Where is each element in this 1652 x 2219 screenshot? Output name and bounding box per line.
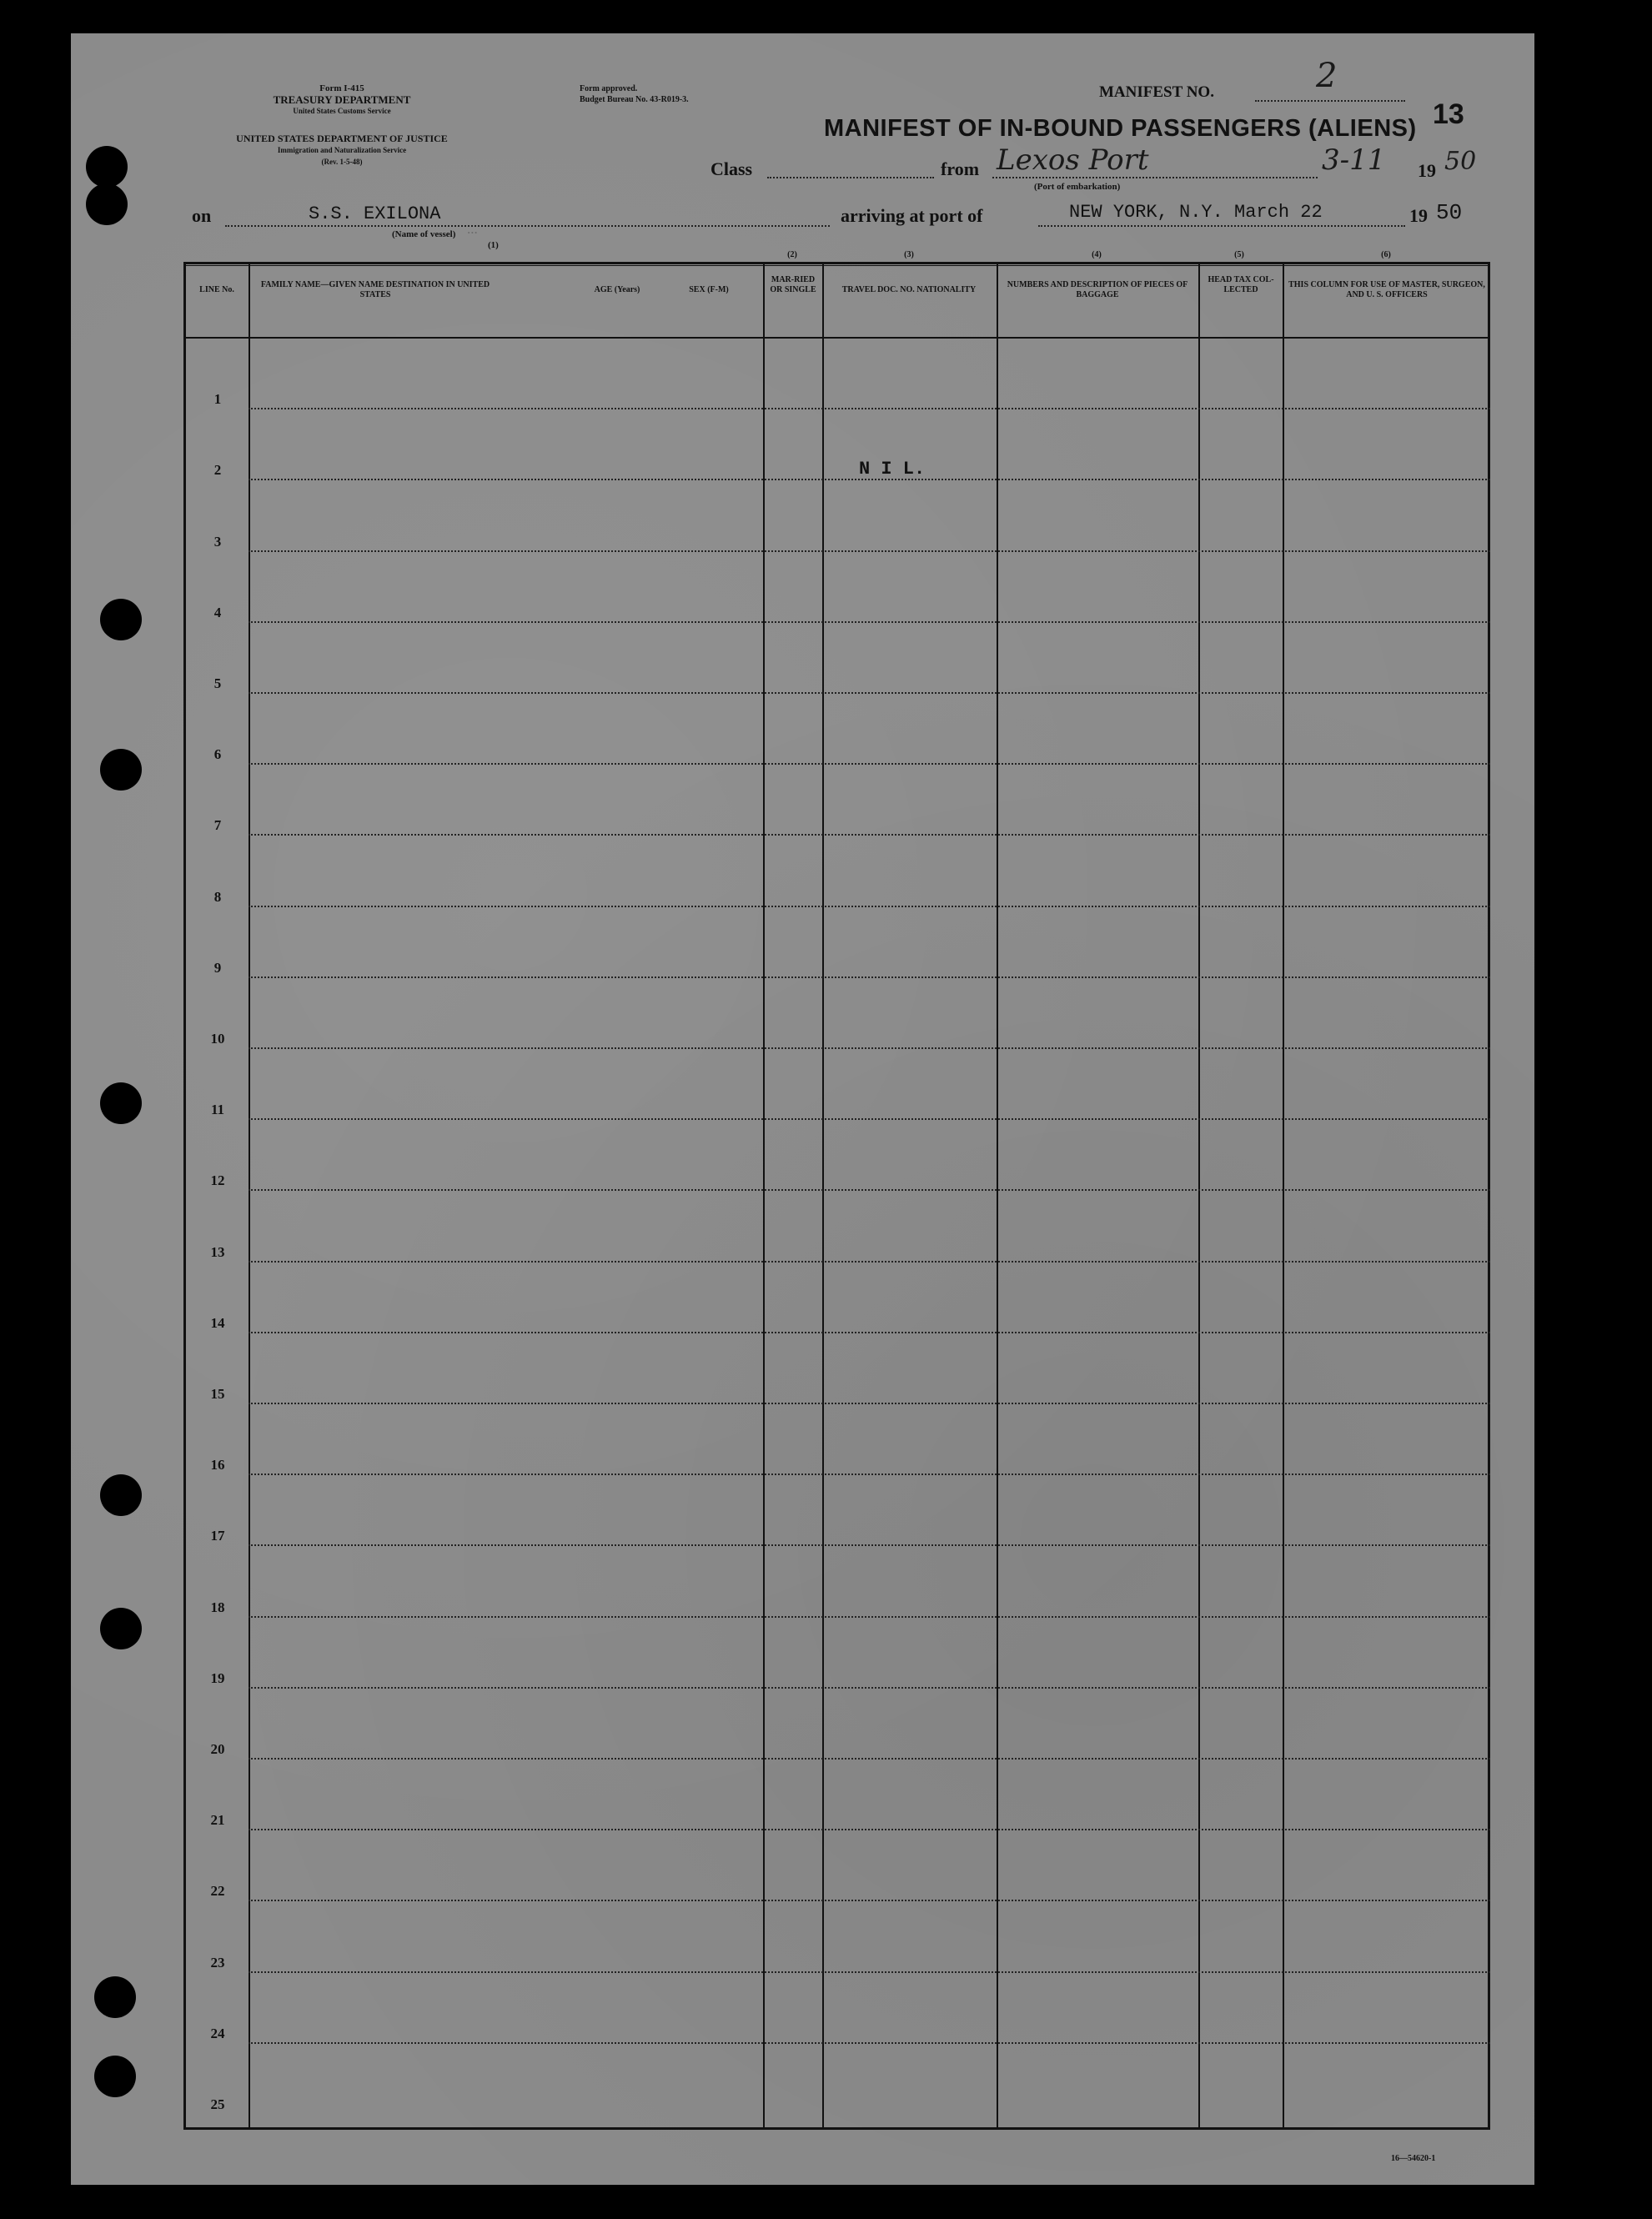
header-bottom-rule (183, 337, 1490, 339)
customs-service: United States Customs Service (293, 107, 391, 115)
row-rule (249, 1473, 1490, 1475)
manifest-no-value: 2 (1316, 57, 1338, 95)
row-rule (249, 1829, 1490, 1830)
line-number: 2 (213, 462, 222, 479)
col-num-3: (3) (904, 250, 914, 259)
justice-department: UNITED STATES DEPARTMENT OF JUSTICE (236, 133, 448, 144)
line-number: 21 (210, 1812, 225, 1829)
row-rule (249, 976, 1490, 978)
footer-code: 16—54620-1 (1391, 2154, 1436, 2163)
vessel-caption: (Name of vessel) (392, 229, 456, 239)
row-rule (249, 906, 1490, 907)
punch-hole-icon (100, 1474, 142, 1516)
col-header-line-no: LINE No. (199, 285, 234, 294)
vessel-underline (225, 225, 830, 227)
class-label: Class (711, 158, 753, 179)
punch-hole-icon (100, 1082, 142, 1124)
embarkation-date[interactable]: 3-11 (1322, 143, 1386, 177)
punch-hole-icon (86, 146, 128, 188)
row-rule (249, 2042, 1490, 2044)
row-rule (249, 1189, 1490, 1191)
port-of-embarkation-value[interactable]: Lexos Port (997, 143, 1149, 177)
punch-hole-icon (100, 599, 142, 640)
row-rule (249, 621, 1490, 623)
line-number: 6 (213, 746, 222, 763)
line-number: 5 (213, 675, 222, 691)
line-number: 10 (210, 1031, 225, 1047)
row-rule (249, 408, 1490, 409)
passenger-table (183, 262, 1490, 2130)
row-rule (249, 1332, 1490, 1333)
line-number: 25 (210, 2096, 225, 2112)
line-number: 16 (210, 1457, 225, 1473)
treasury-department: TREASURY DEPARTMENT (273, 93, 411, 106)
row-rule (249, 550, 1490, 552)
revision-label: (Rev. 1-5-48) (321, 158, 363, 166)
col-num-4: (4) (1092, 250, 1102, 259)
manifest-no-underline (1255, 100, 1405, 102)
punch-hole-icon (100, 749, 142, 791)
port-caption: (Port of embarkation) (1034, 182, 1121, 192)
row-rule (249, 1403, 1490, 1404)
class-underline (767, 177, 934, 178)
line-number: 24 (210, 2025, 225, 2041)
on-label: on (192, 205, 212, 226)
punch-hole-icon (94, 1976, 136, 2018)
punch-hole-icon (94, 2056, 136, 2097)
line-number: 8 (213, 888, 222, 905)
from-underline (992, 177, 1318, 178)
ins-label: Immigration and Naturalization Service (277, 146, 407, 154)
arriving-label: arriving at port of (841, 205, 983, 226)
arrival-underline (1038, 225, 1405, 227)
embarkation-year-prefix: 19 (1418, 160, 1436, 181)
manifest-no-label: MANIFEST NO. (1099, 83, 1214, 101)
line-number: 11 (210, 1102, 225, 1118)
line-number: 9 (213, 959, 222, 976)
form-number: Form I-415 (319, 83, 364, 93)
line-number: 7 (213, 817, 222, 834)
row-rule (249, 1118, 1490, 1120)
line-number: 17 (210, 1528, 225, 1544)
line-number: 18 (210, 1599, 225, 1615)
col-header-head-tax: HEAD TAX COL-LECTED (1208, 275, 1274, 294)
column-divider (1283, 262, 1284, 2130)
page-number: 13 (1433, 98, 1464, 130)
col-header-name: FAMILY NAME—GIVEN NAME DESTINATION IN UNITED STATES (260, 280, 490, 299)
col-header-baggage: NUMBERS AND DESCRIPTION OF PIECES OF BAGGAGE (1007, 280, 1188, 299)
line-number: 22 (210, 1883, 225, 1900)
arrival-year[interactable]: 50 (1436, 200, 1463, 225)
col-header-travel-doc: TRAVEL DOC. NO. NATIONALITY (841, 285, 977, 294)
row-rule (249, 1758, 1490, 1760)
line-number: 23 (210, 1954, 225, 1970)
line-number: 1 (213, 391, 222, 408)
column-divider (763, 262, 765, 2130)
line-number: 12 (210, 1172, 225, 1189)
line-number: 13 (210, 1243, 225, 1260)
manifest-title: MANIFEST OF IN-BOUND PASSENGERS (ALIENS) (824, 115, 1417, 142)
col-header-married: MAR-RIED OR SINGLE (770, 275, 816, 294)
col-header-officers: THIS COLUMN FOR USE OF MASTER, SURGEON, AND U. S. OFFICERS (1288, 280, 1485, 299)
nil-entry[interactable]: N I L. (859, 459, 926, 479)
line-number: 4 (213, 604, 222, 620)
column-divider (997, 262, 998, 2130)
arrival-year-prefix: 19 (1409, 205, 1428, 226)
col-num-2: (2) (787, 250, 797, 259)
col-num-5: (5) (1234, 250, 1244, 259)
punch-hole-icon (86, 183, 128, 225)
vessel-name[interactable]: S.S. EXILONA (309, 203, 441, 224)
arrival-port-date[interactable]: NEW YORK, N.Y. March 22 (1069, 202, 1323, 223)
col-header-age: AGE (Years) (594, 285, 640, 294)
col-num-6: (6) (1381, 250, 1391, 259)
row-rule (249, 1900, 1490, 1901)
header-num-rule (183, 265, 1490, 266)
row-rule (249, 1261, 1490, 1263)
line-number: 3 (213, 533, 222, 550)
column-divider (822, 262, 824, 2130)
embarkation-year[interactable]: 50 (1444, 147, 1477, 176)
line-number: 14 (210, 1314, 225, 1331)
punch-hole-icon (100, 1608, 142, 1649)
row-rule (249, 1544, 1490, 1546)
column-divider (1198, 262, 1200, 2130)
row-rule (249, 1971, 1490, 1973)
form-approved: Form approved. (580, 84, 638, 93)
row-rule (249, 1616, 1490, 1618)
line-number: 20 (210, 1741, 225, 1757)
row-rule (249, 834, 1490, 836)
row-rule (249, 1687, 1490, 1689)
budget-bureau: Budget Bureau No. 43-R019-3. (580, 95, 689, 104)
row-rule (249, 692, 1490, 694)
column-marker-1: (1) (488, 240, 499, 250)
row-rule (249, 763, 1490, 765)
col-header-sex: SEX (F-M) (689, 285, 729, 294)
from-label: from (941, 158, 980, 179)
line-number: 19 (210, 1669, 225, 1686)
row-rule (249, 1047, 1490, 1049)
line-number: 15 (210, 1386, 225, 1402)
bleed-through-text: ... (467, 221, 478, 237)
